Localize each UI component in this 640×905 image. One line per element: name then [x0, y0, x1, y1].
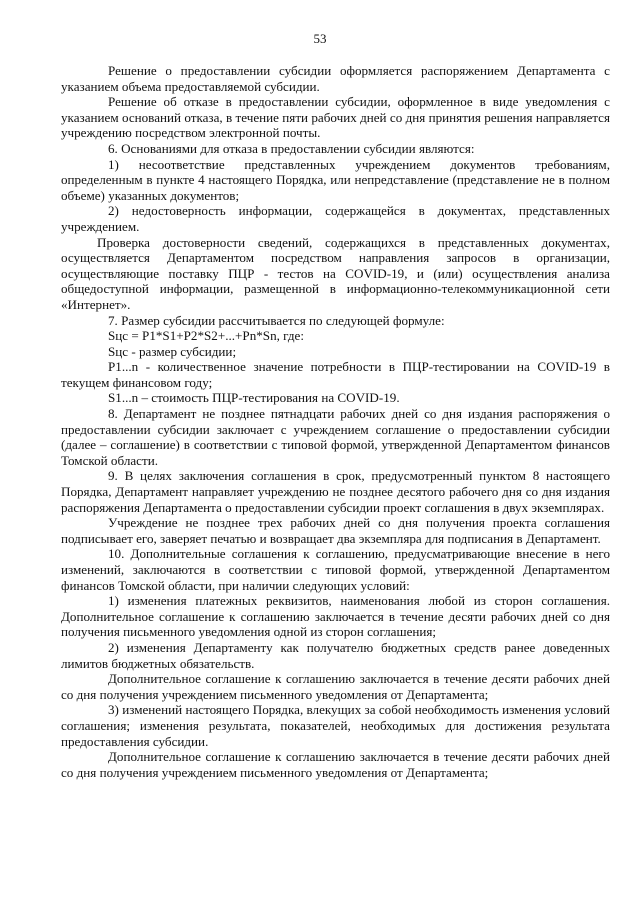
paragraph-formula-s: Sцс - размер субсидии; [108, 343, 237, 359]
paragraph-formula: Sцс = P1*S1+P2*S2+...+Pn*Sn, где: [108, 328, 304, 344]
paragraph-refusal-notice: Решение об отказе в предоставлении субсидии, оформленное в виде уведомления с указанием оснований отказа, в течение пяти рабочих дней со дня принятия решения направляется учреждению посредством электронной почты. [61, 94, 610, 141]
paragraph-10-item-1: 1) изменения платежных реквизитов, наименования любой из сторон соглашения. Дополнительное соглашение к соглашению заключается в течение десяти рабочих дней со дня получения письменного уведомления одной из сторон соглашения; [61, 593, 610, 640]
paragraph-10-item-3: 3) изменений настоящего Порядка, влекущих за собой необходимость изменения условий соглашения; изменения результата, показателей, необходимых для достижения результата предоставления субсидии. [61, 702, 610, 749]
paragraph-9-draft: 9. В целях заключения соглашения в срок, предусмотренный пунктом 8 настоящего Порядка, Департамент направляет учреждению не позднее десятого рабочего дня со дня издания распоряжения Департамента о предоставлении субсидии проект соглашения в двух экземплярах. [61, 468, 610, 515]
paragraph-6-item-1: 1) несоответствие представленных учреждением документов требованиям, определенным в пункте 4 настоящего Порядка, или непредставление (представление не в полном объеме) указанных документов; [61, 156, 610, 203]
paragraph-8-agreement: 8. Департамент не позднее пятнадцати рабочих дней со дня издания распоряжения о предоставлении субсидии заключает с учреждением соглашение о предоставлении субсидии (далее – соглашение) в соответствии с типовой формой, утвержденной Департаментом финансов Томской области. [61, 406, 610, 468]
paragraph-decision: Решение о предоставлении субсидии оформляется распоряжением Департамента с указанием объема предоставляемой субсидии. [61, 63, 610, 94]
page-number: 53 [313, 31, 327, 46]
paragraph-6-item-2: 2) недостоверность информации, содержащейся в документах, представленных учреждением. [61, 203, 610, 234]
paragraph-10-amendments: 10. Дополнительные соглашения к соглашению, предусматривающие внесение в него изменений, заключаются в соответствии с типовой формой, утвержденной Департаментом финансов Томской области, при наличии следующих условий: [61, 546, 610, 593]
paragraph-10-item-3-term: Дополнительное соглашение к соглашению заключается в течение десяти рабочих дней со дня получения учреждением письменного уведомления от Департамента; [61, 749, 610, 780]
paragraph-verification: Проверка достоверности сведений, содержащихся в представленных документах, осуществляется Департаментом посредством направления запросов в организации, осуществляющие поставку ПЦР - тестов на COVID-19, и (или) осуществления анализа общедоступной информации, размещенной в информационно-телекоммуникационной сети «Интернет». [61, 234, 610, 312]
paragraph-signing: Учреждение не позднее трех рабочих дней со дня получения проекта соглашения подписывает его, заверяет печатью и возвращает два экземпляра для подписания в Департамент. [61, 515, 610, 546]
paragraph-6-grounds: 6. Основаниями для отказа в предоставлении субсидии являются: [108, 140, 475, 156]
paragraph-formula-cost: S1...n – стоимость ПЦР-тестирования на COVID-19. [108, 390, 400, 406]
paragraph-10-item-2: 2) изменения Департаменту как получателю бюджетных средств ранее доведенных лимитов бюджетных обязательств. [61, 639, 610, 671]
paragraph-10-item-2-term: Дополнительное соглашение к соглашению заключается в течение десяти рабочих дней со дня получения учреждением письменного уведомления от Департамента; [61, 671, 610, 702]
paragraph-formula-p: P1...n - количественное значение потребности в ПЦР-тестировании на COVID-19 в текущем финансовом году; [61, 359, 610, 390]
paragraph-7-formula-intro: 7. Размер субсидии рассчитывается по следующей формуле: [108, 312, 445, 328]
document-body [61, 63, 610, 780]
